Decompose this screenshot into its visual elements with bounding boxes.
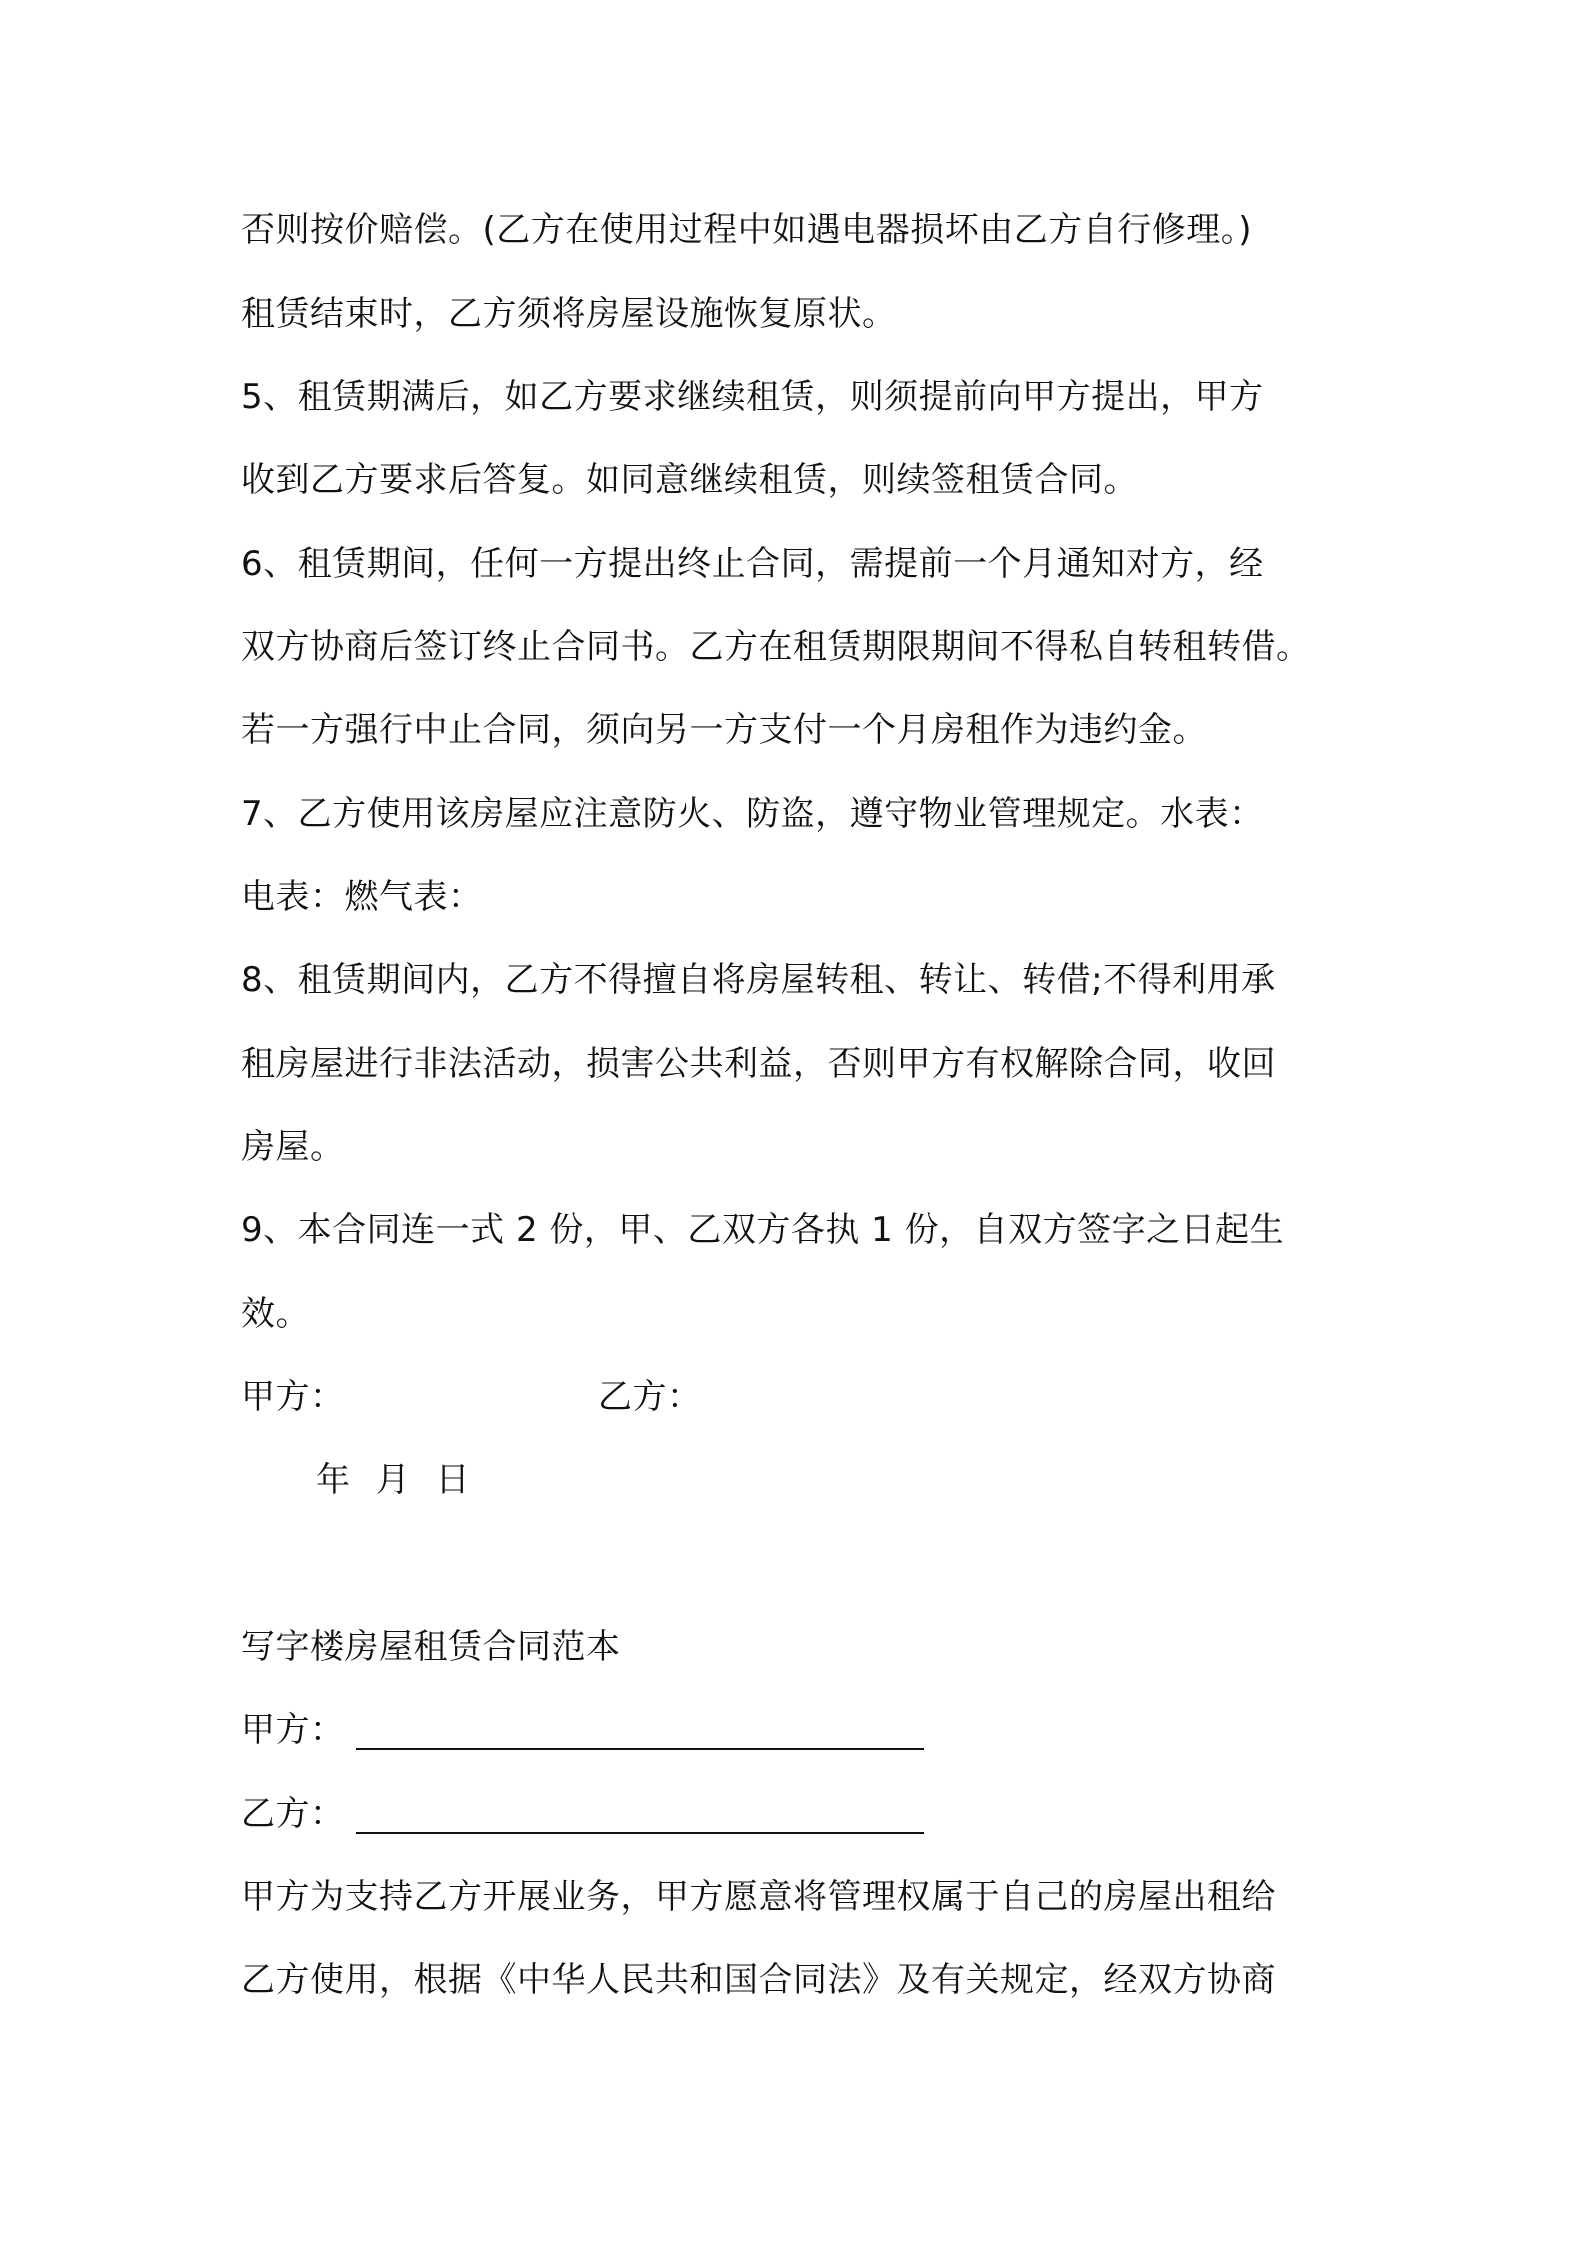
- paragraph-line: 租赁结束时，乙方须将房屋设施恢复原状。: [241, 294, 897, 334]
- clause-6-line-1: 6、租赁期间，任何一方提出终止合同，需提前一个月通知对方，经: [241, 544, 1264, 584]
- signature-party-a: 甲方：: [241, 1377, 345, 1417]
- clause-8-line-2: 租房屋进行非法活动，损害公共利益，否则甲方有权解除合同，收回: [241, 1044, 1276, 1084]
- signature-party-b: 乙方：: [598, 1377, 702, 1417]
- clause-8-line-3: 房屋。: [241, 1127, 345, 1167]
- clause-6-line-2: 双方协商后签订终止合同书。乙方在租赁期限期间不得私自转租转借。: [241, 627, 1311, 667]
- clause-5-line-2: 收到乙方要求后答复。如同意继续租赁，则续签租赁合同。: [241, 460, 1138, 500]
- date-line: 年 月 日: [316, 1460, 471, 1500]
- clause-8-line-1: 8、租赁期间内，乙方不得擅自将房屋转租、转让、转借;不得利用承: [241, 960, 1276, 1000]
- clause-6-line-3: 若一方强行中止合同，须向另一方支付一个月房租作为违约金。: [241, 710, 1207, 750]
- intro-line-2: 乙方使用，根据《中华人民共和国合同法》及有关规定，经双方协商: [241, 1960, 1276, 2000]
- party-a-blank-line: [356, 1748, 924, 1750]
- clause-9-line-2: 效。: [241, 1294, 310, 1334]
- party-a-label: 甲方：: [241, 1710, 345, 1750]
- clause-5-line-1: 5、租赁期满后，如乙方要求继续租赁，则须提前向甲方提出，甲方: [241, 377, 1264, 417]
- second-contract-title: 写字楼房屋租赁合同范本: [241, 1627, 621, 1667]
- clause-9-line-1: 9、本合同连一式 2 份，甲、乙双方各执 1 份，自双方签字之日起生: [241, 1210, 1285, 1250]
- intro-line-1: 甲方为支持乙方开展业务，甲方愿意将管理权属于自己的房屋出租给: [241, 1877, 1276, 1917]
- party-b-label: 乙方：: [241, 1794, 345, 1834]
- clause-7-line-1: 7、乙方使用该房屋应注意防火、防盗，遵守物业管理规定。水表：: [241, 794, 1264, 834]
- party-b-blank-line: [356, 1832, 924, 1834]
- paragraph-line: 否则按价赔偿。(乙方在使用过程中如遇电器损坏由乙方自行修理。): [241, 210, 1253, 250]
- clause-7-line-2: 电表：燃气表：: [241, 877, 483, 917]
